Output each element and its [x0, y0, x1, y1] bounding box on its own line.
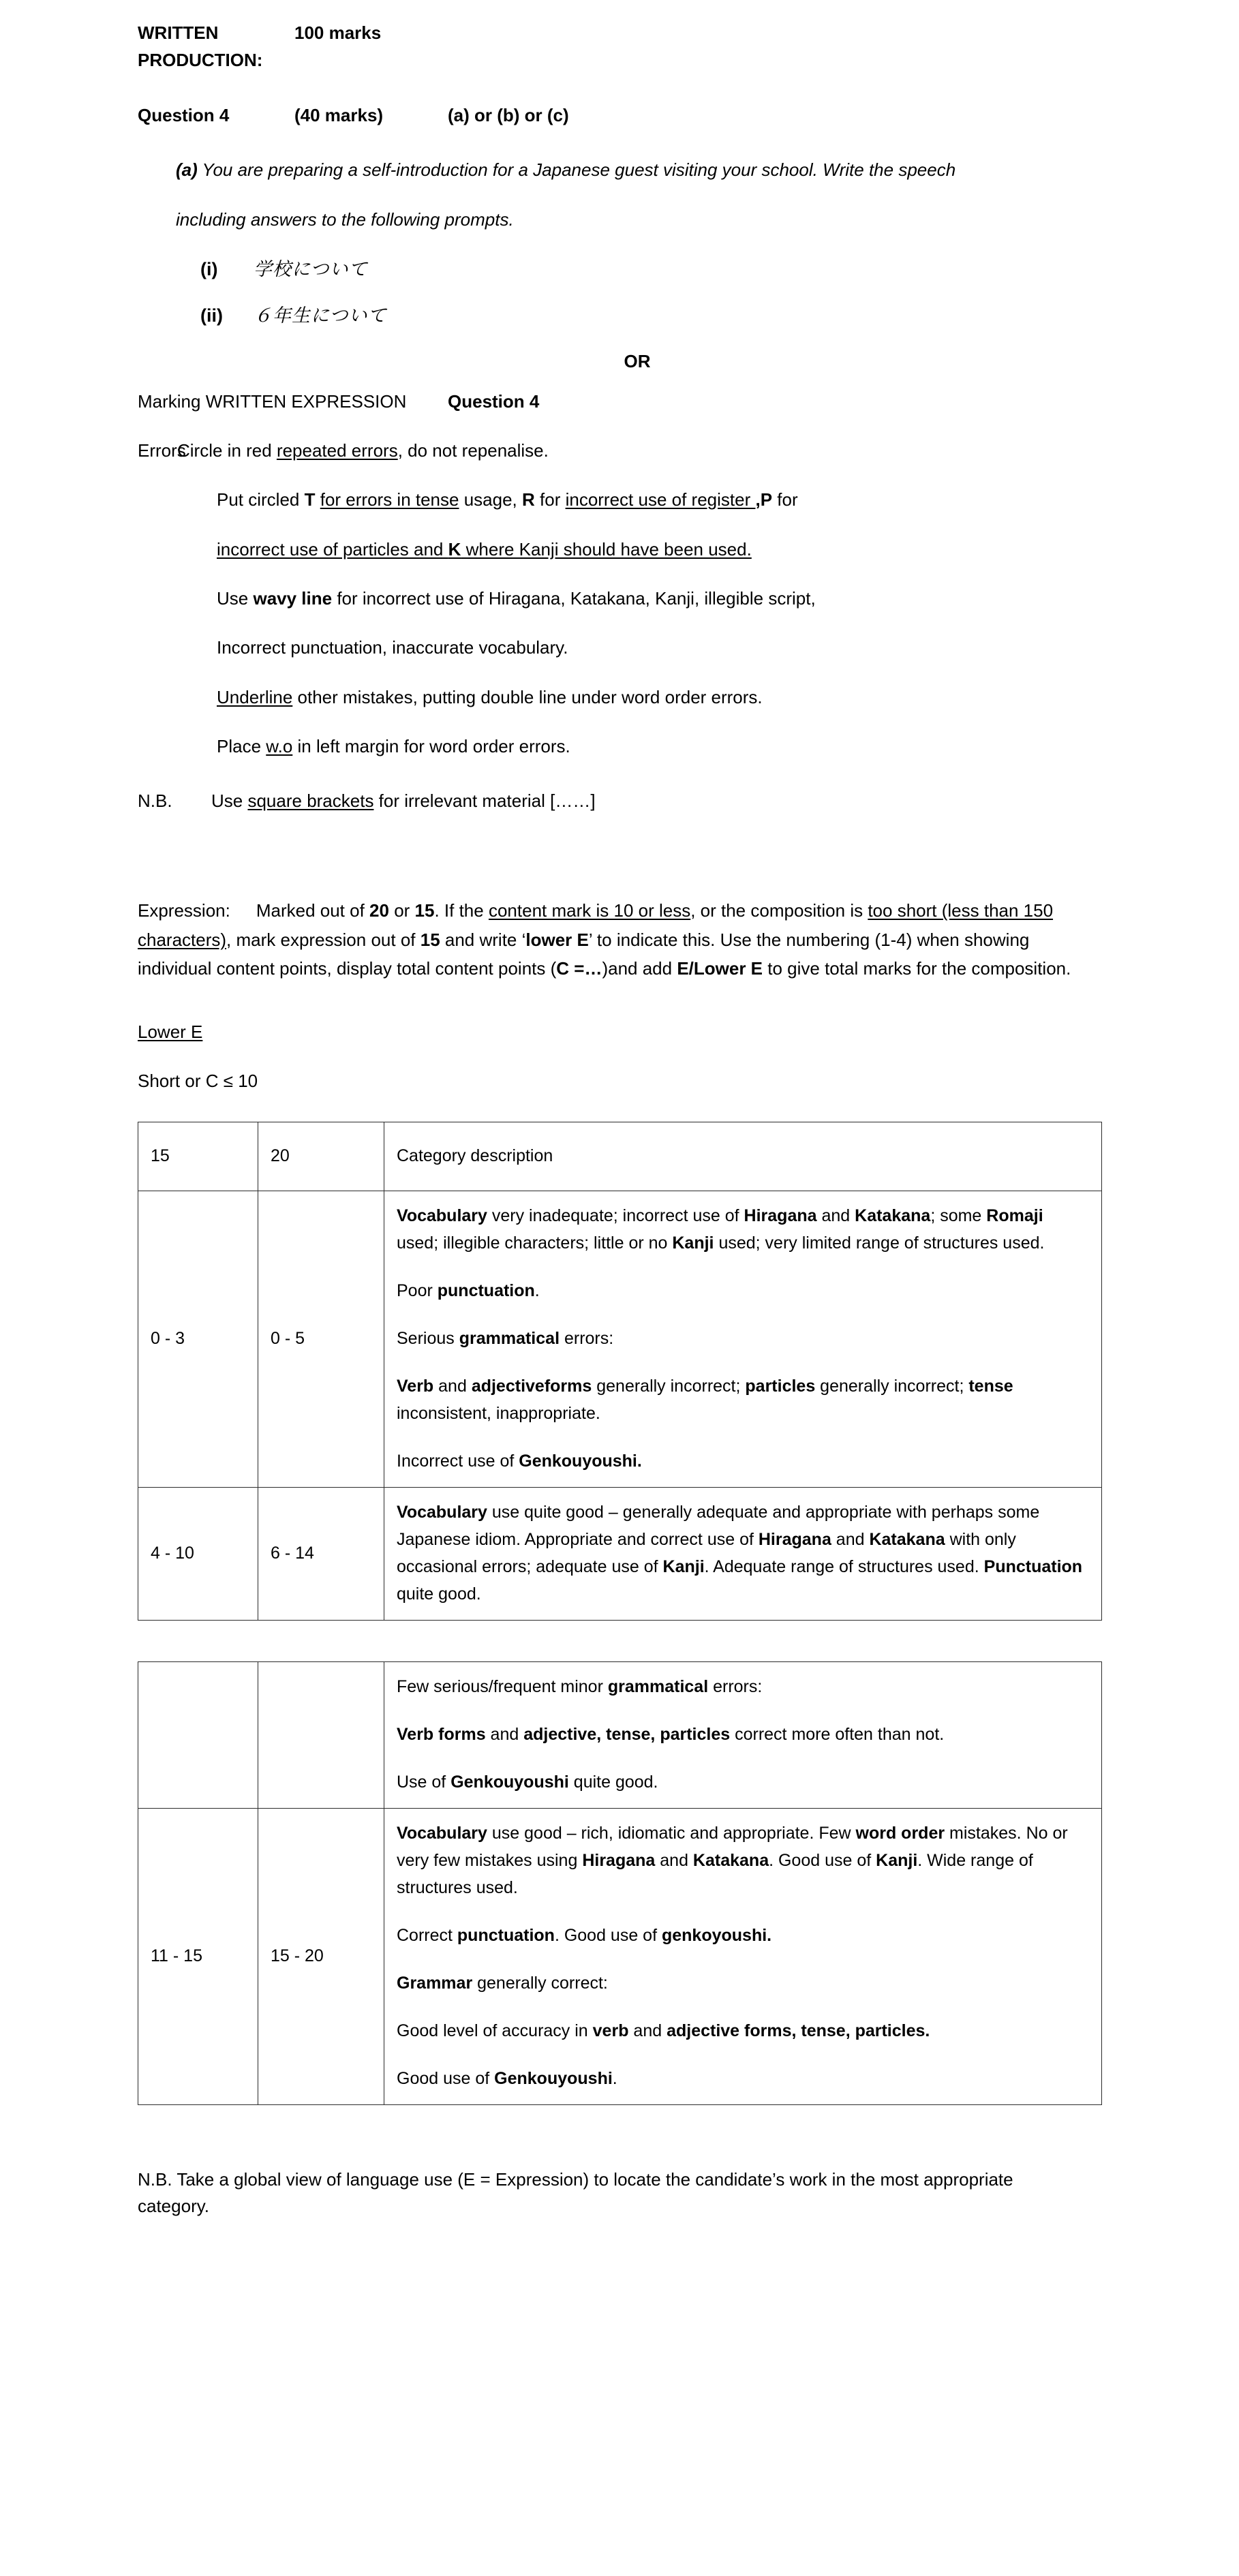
footer-note: N.B. Take a global view of language use (E = Expression) to locate the candidate’s work in the most appropriate category. [138, 2169, 1013, 2217]
spacer [138, 983, 1164, 1018]
nb-text [211, 787, 596, 814]
body-text: . Wide range of structures used. [397, 1851, 1033, 1898]
description-paragraph [397, 1499, 1089, 1608]
question-label: Question 4 [138, 104, 230, 125]
category-description-cell [384, 1662, 1102, 1809]
expression-p1: Marked out of [256, 900, 370, 921]
expression-b15b: 15 [420, 929, 440, 950]
rubric-table-two-body [138, 1662, 1102, 2105]
body-text: use good – rich, idiomatic and appropriate. Few [487, 1824, 856, 1843]
emphasis-term: Hiragana [758, 1530, 831, 1550]
emphasis-term: Romaji [986, 1206, 1043, 1226]
emphasis-term: Kanji [662, 1557, 705, 1577]
emphasis-term: Katakana [855, 1206, 931, 1226]
emphasis-term: genkoyoushi. [661, 1926, 772, 1946]
emphasis-term: adjectiveforms [471, 1377, 592, 1396]
body-text: and [485, 1725, 524, 1745]
emphasis-term: Kanji [876, 1851, 918, 1871]
errors-label: Errors [138, 440, 186, 461]
rule-word-order [217, 733, 1164, 760]
body-text: Use of [397, 1773, 451, 1792]
body-text: correct more often than not. [730, 1725, 945, 1745]
emphasis-term: Kanji [672, 1233, 714, 1253]
spacer [138, 284, 1164, 302]
lower-e-heading-text: Lower E [138, 1021, 203, 1042]
rule-wo-u: w.o [266, 735, 293, 756]
emphasis-term: Hiragana [582, 1851, 656, 1871]
body-text: ; some [930, 1206, 987, 1226]
description-paragraph [397, 2065, 1089, 2092]
written-production-marks: 100 marks [294, 22, 382, 43]
spacer [138, 375, 1164, 388]
prompt-item-ii [200, 302, 1164, 331]
spacer [138, 74, 1164, 102]
spacer [138, 1094, 1164, 1122]
expression-u1: content mark is 10 or less [488, 900, 691, 921]
emphasis-term: Punctuation [983, 1557, 1083, 1577]
prompt-i-text: 学校について [254, 258, 368, 280]
spacer [138, 234, 1164, 256]
question-header-row [138, 102, 1164, 129]
description-paragraph [397, 1922, 1089, 1949]
prompt-i-number: (i) [200, 258, 218, 279]
table-row [138, 1191, 1102, 1488]
category-description-cell [384, 1191, 1102, 1488]
expression-p8: )and add [602, 957, 677, 979]
spacer [138, 1045, 1164, 1067]
body-text: generally correct: [472, 1974, 608, 1993]
rule-pc-bold-p: ,P [755, 489, 773, 510]
emphasis-term: Verb forms [397, 1725, 486, 1745]
expression-bc: C =… [556, 957, 602, 979]
rule-pc-t1: Put circled [217, 489, 305, 510]
rule-wavy-bold: wavy line [253, 587, 333, 609]
description-paragraph [397, 1277, 1089, 1304]
spacer [138, 2105, 1164, 2166]
rule-pc-t5: for [772, 489, 798, 510]
emphasis-term: Vocabulary [397, 1206, 487, 1226]
prompt-ii-text: ６年生について [254, 305, 387, 326]
body-text: Serious [397, 1329, 459, 1349]
emphasis-term: Grammar [397, 1974, 473, 1993]
rule-wavy-t1: Use [217, 587, 254, 609]
body-text: errors: [560, 1329, 614, 1349]
expression-b20: 20 [369, 900, 389, 921]
body-text: used; very limited range of structures used. [714, 1233, 1045, 1253]
body-text: used; illegible characters; little or no [397, 1233, 673, 1253]
emphasis-term: adjective forms, tense, particles. [667, 2021, 930, 2041]
emphasis-term: tense [968, 1377, 1013, 1396]
short-or-c-line: Short or C ≤ 10 [138, 1071, 258, 1092]
body-text: errors: [708, 1677, 763, 1697]
expression-p2: or [388, 900, 415, 921]
marking-section-label: Marking WRITTEN EXPRESSION [138, 390, 407, 412]
rule-pc-bold-t: T [304, 489, 316, 510]
col-header-category: Category description [384, 1122, 1102, 1191]
rule-wavy-t2: for incorrect use of Hiragana, Katakana, Kanji, illegible script, [332, 587, 816, 609]
spacer [138, 514, 1164, 536]
description-paragraph [397, 2017, 1089, 2044]
body-text: quite good. [397, 1584, 481, 1604]
marking-header-row [138, 388, 1164, 415]
description-paragraph [397, 1768, 1089, 1796]
spacer [138, 711, 1164, 733]
body-text: . Adequate range of structures used. [704, 1557, 984, 1577]
body-text: Good use of [397, 2069, 495, 2089]
category-description-cell [384, 1488, 1102, 1621]
spacer [138, 415, 1164, 437]
emphasis-term: Katakana [869, 1530, 945, 1550]
emphasis-term: punctuation [457, 1926, 555, 1946]
emphasis-term: Hiragana [744, 1206, 817, 1226]
prompt-item-i [200, 256, 1164, 284]
description-paragraph [397, 1969, 1089, 1997]
errors-rule-underlined: repeated errors [276, 440, 398, 461]
body-text: and [816, 1206, 855, 1226]
prompt-ii-number: (ii) [200, 305, 223, 326]
rule-wavy-line [217, 585, 1164, 612]
band-15-cell: 11 - 15 [138, 1809, 258, 2105]
emphasis-term: verb [592, 2021, 629, 2041]
written-production-header [138, 19, 1164, 74]
body-text: mistakes. No or very few mistakes using [397, 1824, 1068, 1871]
body-text: very inadequate; incorrect use of [487, 1206, 744, 1226]
body-text: Correct [397, 1926, 457, 1946]
nb-t1: Use [211, 791, 248, 812]
band-15-cell: 4 - 10 [138, 1488, 258, 1621]
band-20-cell: 6 - 14 [258, 1488, 384, 1621]
errors-rule-text [177, 437, 549, 464]
spacer [138, 760, 1164, 787]
description-paragraph [397, 1447, 1089, 1475]
band-15-cell [138, 1662, 258, 1809]
spacer [138, 464, 1164, 486]
rule-put-circled-line2 [217, 536, 1164, 563]
emphasis-term: punctuation [437, 1281, 535, 1301]
body-text: . Good use of [769, 1851, 876, 1871]
question-marks: (40 marks) [294, 104, 384, 125]
written-production-title: WRITTEN PRODUCTION: [138, 22, 263, 71]
emphasis-term: Vocabulary [397, 1503, 487, 1522]
expression-p6: and write ‘ [440, 929, 526, 950]
category-description-cell [384, 1809, 1102, 2105]
part-a-prompt-line1: You are preparing a self-introduction for a Japanese guest visiting your school. Write the speech [202, 159, 956, 180]
spacer [138, 129, 1164, 156]
or-divider: OR [624, 351, 651, 372]
emphasis-term: Genkouyoushi [494, 2069, 613, 2089]
expression-u2: too short (less than 150 characters) [138, 900, 1054, 950]
expression-p9: to give total marks for the composition. [763, 957, 1071, 979]
body-text: Few serious/frequent minor [397, 1677, 608, 1697]
spacer [138, 563, 1164, 585]
rule-pc2-bold-k: K [448, 538, 461, 559]
emphasis-term: Genkouyoushi. [519, 1452, 642, 1471]
band-15-cell: 0 - 3 [138, 1191, 258, 1488]
expression-be: E/Lower E [677, 957, 763, 979]
body-text: . Good use of [554, 1926, 662, 1946]
marking-question-label: Question 4 [448, 390, 540, 412]
table-row [138, 1809, 1102, 2105]
body-text: and [433, 1377, 472, 1396]
nb-label: N.B. [138, 791, 172, 812]
spacer [138, 184, 1164, 206]
description-paragraph [397, 1721, 1089, 1748]
body-text: with only occasional errors; adequate use of [397, 1530, 1016, 1577]
expression-blower: lower E [525, 929, 589, 950]
table-row [138, 1662, 1102, 1809]
rule-pc-t4: for [534, 489, 566, 510]
rule-pc-bold-r: R [522, 489, 535, 510]
expression-p7: ’ to indicate this. Use the numbering (1-4) when showing individual content points, display total content points ( [138, 929, 1030, 979]
description-paragraph [397, 1202, 1089, 1257]
errors-rule-suffix: , do not repenalise. [397, 440, 549, 461]
lower-e-heading [138, 1018, 1164, 1045]
rubric-table-one [138, 1122, 1102, 1621]
emphasis-term: Verb [397, 1377, 434, 1396]
body-text: Good level of accuracy in [397, 2021, 593, 2041]
rule-underline-t: other mistakes, putting double line under word order errors. [292, 686, 763, 707]
table-header-row [138, 1122, 1102, 1191]
table-row [138, 1488, 1102, 1621]
body-text: and [628, 2021, 667, 2041]
expression-p4: , or the composition is [690, 900, 868, 921]
nb-square-brackets-row [138, 787, 1164, 814]
emphasis-term: Genkouyoushi [450, 1773, 569, 1792]
spacer [138, 662, 1164, 684]
rule-underline [217, 684, 1164, 711]
expression-p3: . If the [434, 900, 489, 921]
rule-pc2-u1: incorrect use of particles and [217, 538, 448, 559]
rule-wo-t1: Place [217, 735, 266, 756]
body-text: quite good. [568, 1773, 658, 1792]
col-header-15: 15 [138, 1122, 258, 1191]
band-20-cell [258, 1662, 384, 1809]
description-paragraph [397, 1325, 1089, 1352]
emphasis-term: grammatical [607, 1677, 709, 1697]
description-paragraph [397, 1820, 1089, 1901]
emphasis-term: particles [745, 1377, 816, 1396]
part-a-label: (a) [176, 159, 198, 180]
col-header-20: 20 [258, 1122, 384, 1191]
expression-paragraph [138, 896, 1105, 982]
body-text: generally incorrect; [815, 1377, 969, 1396]
body-text: Incorrect use of [397, 1452, 519, 1471]
expression-p5: , mark expression out of [226, 929, 420, 950]
emphasis-term: grammatical [459, 1329, 560, 1349]
spacer [138, 1621, 1164, 1661]
spacer [138, 330, 1164, 348]
spacer [138, 814, 1164, 896]
nb-t2: for irrelevant material [……] [373, 791, 596, 812]
band-20-cell: 15 - 20 [258, 1809, 384, 2105]
nb-underlined: square brackets [247, 791, 374, 812]
errors-rule-prefix: Circle in red [177, 440, 277, 461]
emphasis-term: adjective, tense, particles [523, 1725, 731, 1745]
rule-wo-t2: in left margin for word order errors. [292, 735, 570, 756]
rule-pc-t2 [316, 489, 320, 510]
body-text: . [612, 2069, 617, 2089]
emphasis-term: Vocabulary [397, 1824, 487, 1843]
rubric-table-one-body [138, 1122, 1102, 1621]
rule-pc-u2: incorrect use of register [565, 489, 756, 510]
rule-pc-u1: for errors in tense [320, 489, 459, 510]
question-options: (a) or (b) or (c) [448, 104, 569, 125]
rule-pc2-u2: where Kanji should have been used. [461, 538, 752, 559]
body-text: inconsistent, inappropriate. [397, 1404, 600, 1424]
band-20-cell: 0 - 5 [258, 1191, 384, 1488]
rule-pc-t3: usage, [459, 489, 522, 510]
expression-b15: 15 [414, 900, 435, 921]
rule-punctuation: Incorrect punctuation, inaccurate vocabulary. [217, 637, 568, 658]
body-text: generally incorrect; [592, 1377, 746, 1396]
errors-rule-row [138, 437, 1164, 464]
emphasis-term: Katakana [692, 1851, 769, 1871]
body-text: and [831, 1530, 870, 1550]
rule-underline-u: Underline [217, 686, 293, 707]
body-text: Poor [397, 1281, 438, 1301]
expression-label: Expression: [138, 900, 230, 921]
part-a-prompt-line2: including answers to the following prompts. [176, 209, 514, 230]
question-part-a [176, 156, 1082, 185]
body-text: . [534, 1281, 540, 1301]
emphasis-term: word order [855, 1824, 945, 1843]
description-paragraph [397, 1673, 1089, 1700]
rubric-table-two [138, 1661, 1102, 2105]
rule-put-circled-line1 [217, 486, 1164, 513]
body-text: use quite good – generally adequate and appropriate with perhaps some Japanese idiom. Appropriate and correct use of [397, 1503, 1040, 1550]
body-text: and [655, 1851, 693, 1871]
description-paragraph [397, 1373, 1089, 1427]
spacer [138, 612, 1164, 634]
